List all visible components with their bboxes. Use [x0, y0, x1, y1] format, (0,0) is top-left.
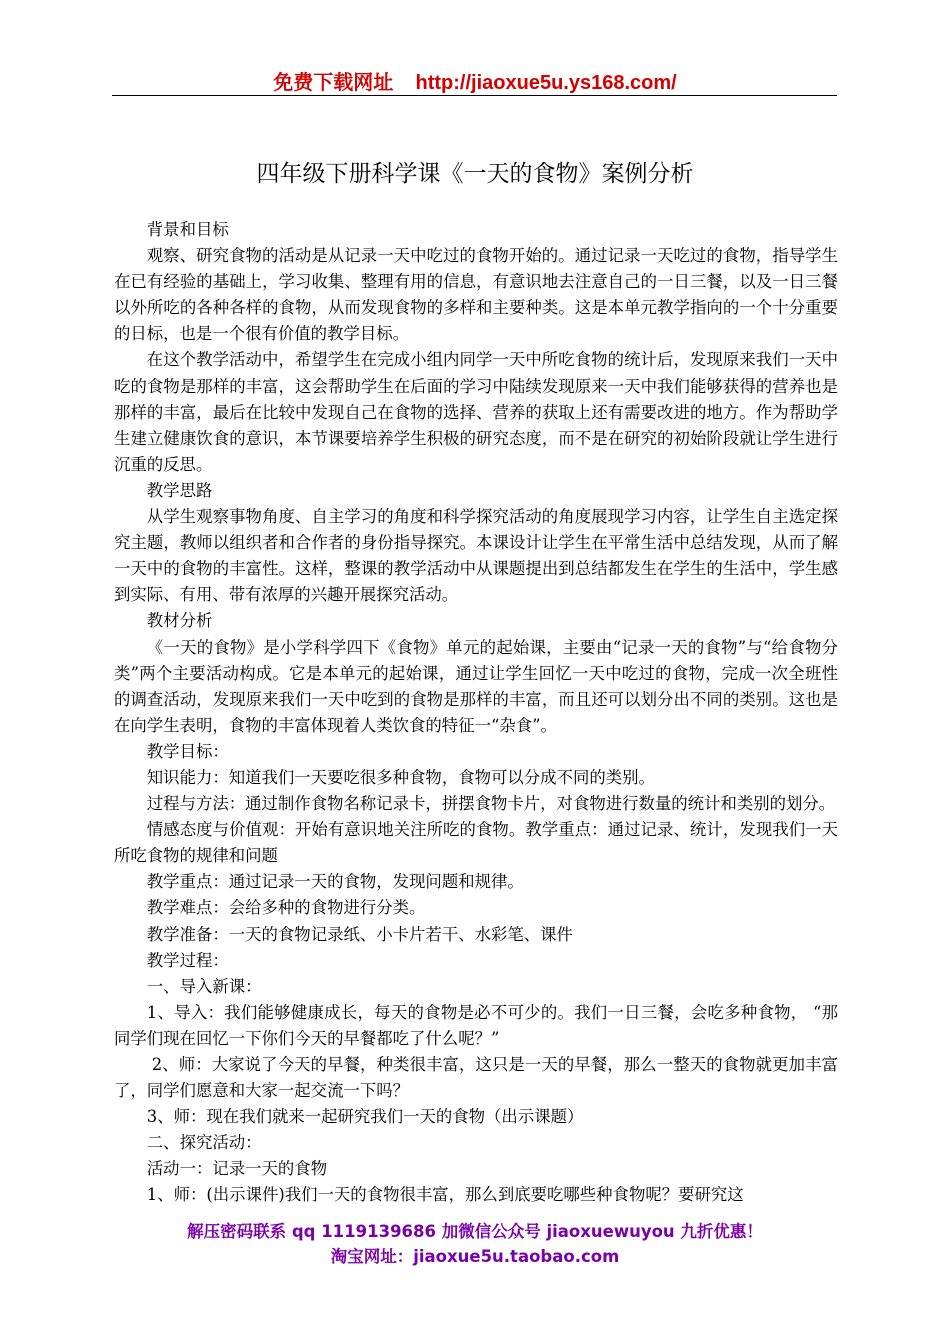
- section-heading-process: 教学过程：: [146, 950, 229, 970]
- paragraph: 一、导入新课：: [146, 976, 262, 996]
- document-title: 四年级下册科学课《一天的食物》案例分析: [256, 161, 694, 187]
- paragraph: 二、探究活动：: [146, 1133, 262, 1153]
- paragraph: 在这个教学活动中，希望学生在完成小组内同学一天中所吃食物的统计后，发现原来我们一天中吃的食物是那样的丰富，这会帮助学生在后面的学习中陆续发现原来一天中我们能够获得的营养也是那样的丰富，最后在比较中发现自己在食物的选择、营养的获取上还有需要改进的地方。作为帮助学生建立健康饮食的意识，本节课要培养学生积极的研究态度，而不是在研究的初始阶段就让学生进行沉重的反思。: [114, 350, 838, 474]
- footer-contact: 解压密码联系 qq 1119139686 加微信公众号 jiaoxuewuyou 九折优惠！: [187, 1222, 763, 1241]
- page-header: [0, 66, 950, 95]
- footer-shop-url[interactable]: 淘宝网址：jiaoxue5u.taobao.com: [330, 1247, 620, 1266]
- paragraph: 1、导入：我们能够健康成长，每天的食物是必不可少的。我们一日三餐，会吃多种食物， “那同学们现在回忆一下你们今天的早餐都吃了什么呢？”: [114, 1002, 838, 1048]
- paragraph: 3、师：现在我们就来一起研究我们一天的食物（出示课题）: [146, 1107, 584, 1127]
- paragraph: 教学难点：会给多种的食物进行分类。: [146, 898, 426, 918]
- document-body: [114, 217, 838, 1209]
- paragraph: 2、师：大家说了今天的早餐，种类很丰富，这只是一天的早餐，那么一整天的食物就更加丰富了，同学们愿意和大家一起交流一下吗？: [114, 1055, 838, 1101]
- paragraph: 《一天的食物》是小学科学四下《食物》单元的起始课，主要由“记录一天的食物”与“给食物分类”两个主要活动构成。它是本单元的起始课，通过让学生回忆一天中吃过的食物，完成一次全班性的调查活动，发现原来我们一天中吃到的食物是那样的丰富，而且还可以划分出不同的类别。这也是在向学生表明，食物的丰富体现着人类饮食的特征一“杂食”。: [114, 637, 838, 735]
- paragraph: 教学重点：通过记录一天的食物，发现问题和规律。: [146, 872, 524, 892]
- header-label: 免费下载网址: [273, 72, 394, 94]
- section-heading-approach: 教学思路: [146, 480, 213, 500]
- paragraph: 过程与方法：通过制作食物名称记录卡，拼摆食物卡片，对食物进行数量的统计和类别的划分。: [146, 794, 836, 814]
- paragraph: 活动一：记录一天的食物: [146, 1159, 328, 1179]
- header-url[interactable]: http://jiaoxue5u.ys168.com/: [415, 72, 677, 94]
- section-heading-background: 背景和目标: [146, 220, 229, 239]
- paragraph: 情感态度与价值观：开始有意识地关注所吃的食物。教学重点：通过记录、统计，发现我们一天所吃食物的规律和问题: [114, 820, 838, 866]
- paragraph: 观察、研究食物的活动是从记录一天中吃过的食物开始的。通过记录一天吃过的食物，指导学生在已有经验的基础上，学习收集、整理有用的信息，有意识地去注意自己的一日三餐，以及一日三餐以外所吃的各种各样的食物，从而发现食物的多样和主要种类。这是本单元教学指向的一个十分重要的日标，也是一个很有价值的教学目标。: [114, 246, 838, 344]
- paragraph: 教学准备：一天的食物记录纸、小卡片若干、水彩笔、课件: [146, 924, 573, 944]
- paragraph: 1、师：(出示课件)我们一天的食物很丰富，那么到底要吃哪些种食物呢？要研究这: [146, 1185, 744, 1205]
- paragraph: 知识能力：知道我们一天要吃很多种食物，食物可以分成不同的类别。: [146, 767, 655, 787]
- section-heading-objectives: 教学目标：: [146, 741, 229, 761]
- section-heading-materials: 教材分析: [146, 611, 213, 631]
- header-divider: [112, 95, 837, 96]
- paragraph: 从学生观察事物角度、自主学习的角度和科学探究活动的角度展现学习内容，让学生自主选定探究主题，教师以组织者和合作者的身份指导探究。本课设计让学生在平常生活中总结发现，从而了解一天中的食物的丰富性。这样，整课的教学活动中从课题提出到总结都发生在学生的生活中，学生感到实际、有用、带有浓厚的兴趣开展探究活动。: [114, 507, 838, 605]
